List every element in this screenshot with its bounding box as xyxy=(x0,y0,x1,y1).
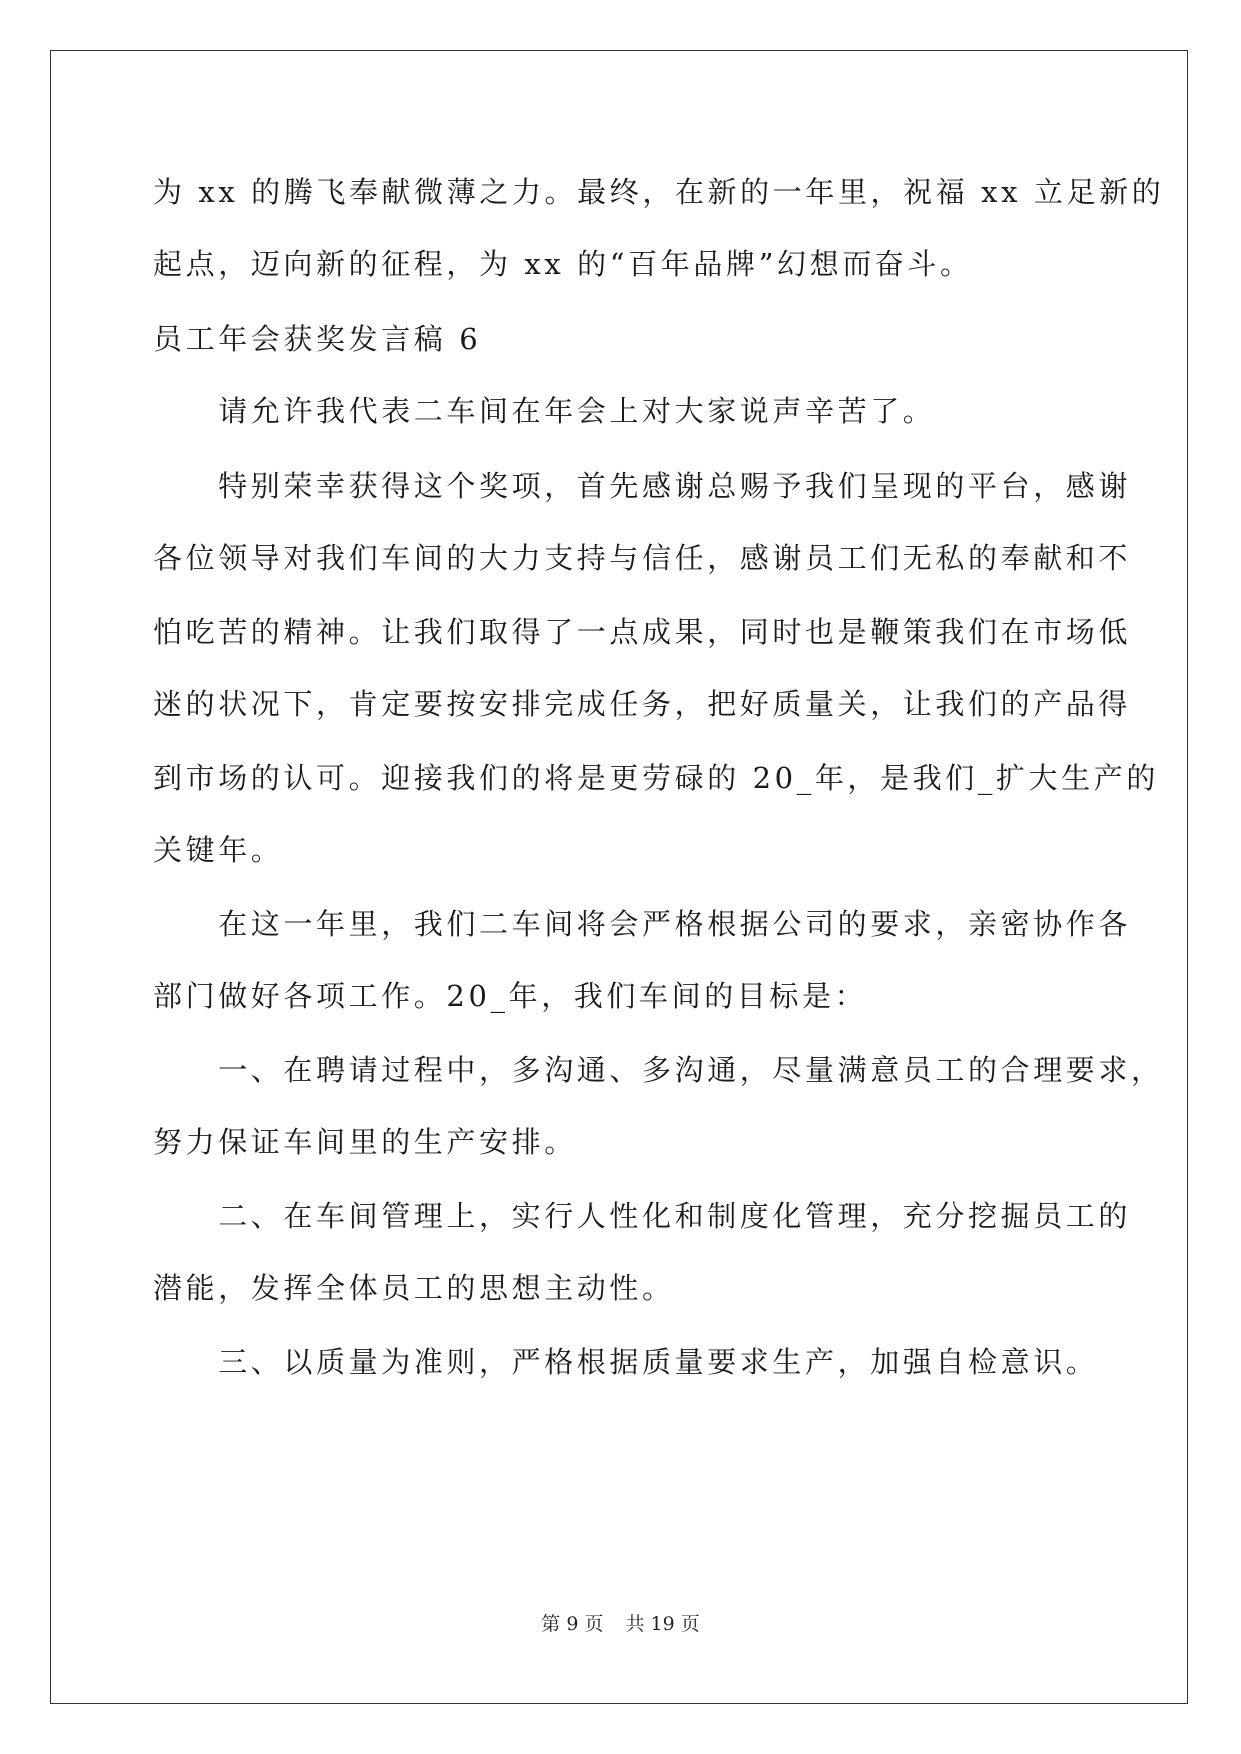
text-line: 为 xx 的腾飞奉献微薄之力。最终，在新的一年里，祝福 xx 立足新的 xyxy=(153,175,1165,209)
text-line: 一、在聘请过程中，多沟通、多沟通，尽量满意员工的合理要求， xyxy=(153,1053,1164,1087)
text-line: 请允许我代表二车间在年会上对大家说声辛苦了。 xyxy=(153,394,936,428)
text-line: 潜能，发挥全体员工的思想主动性。 xyxy=(153,1271,675,1305)
page-number: 第 9 页 xyxy=(541,1613,604,1635)
text-line: 起点，迈向新的征程，为 xx 的“百年品牌”幻想而奋斗。 xyxy=(153,247,973,281)
text-line: 二、在车间管理上，实行人性化和制度化管理，充分挖掘员工的 xyxy=(153,1199,1132,1233)
text-line: 到市场的认可。迎接我们的将是更劳碌的 20_年，是我们_扩大生产的 xyxy=(153,761,1159,795)
text-line: 怕吃苦的精神。让我们取得了一点成果，同时也是鞭策我们在市场低 xyxy=(153,615,1132,649)
page-footer xyxy=(0,1612,1241,1636)
section-heading: 员工年会获奖发言稿 6 xyxy=(153,322,482,356)
page-frame xyxy=(50,50,1188,1704)
text-line: 关键年。 xyxy=(153,833,284,867)
text-line: 特别荣幸获得这个奖项，首先感谢总赐予我们呈现的平台，感谢 xyxy=(153,469,1132,503)
text-line: 迷的状况下，肯定要按安排完成任务，把好质量关，让我们的产品得 xyxy=(153,687,1132,721)
page-total: 共 19 页 xyxy=(625,1613,700,1635)
text-line: 各位领导对我们车间的大力支持与信任，感谢员工们无私的奉献和不 xyxy=(153,541,1132,575)
text-line: 部门做好各项工作。20_年，我们车间的目标是： xyxy=(153,979,868,1013)
text-line: 三、以质量为准则，严格根据质量要求生产，加强自检意识。 xyxy=(153,1345,1099,1379)
text-line: 在这一年里，我们二车间将会严格根据公司的要求，亲密协作各 xyxy=(153,907,1132,941)
text-line: 努力保证车间里的生产安排。 xyxy=(153,1125,577,1159)
